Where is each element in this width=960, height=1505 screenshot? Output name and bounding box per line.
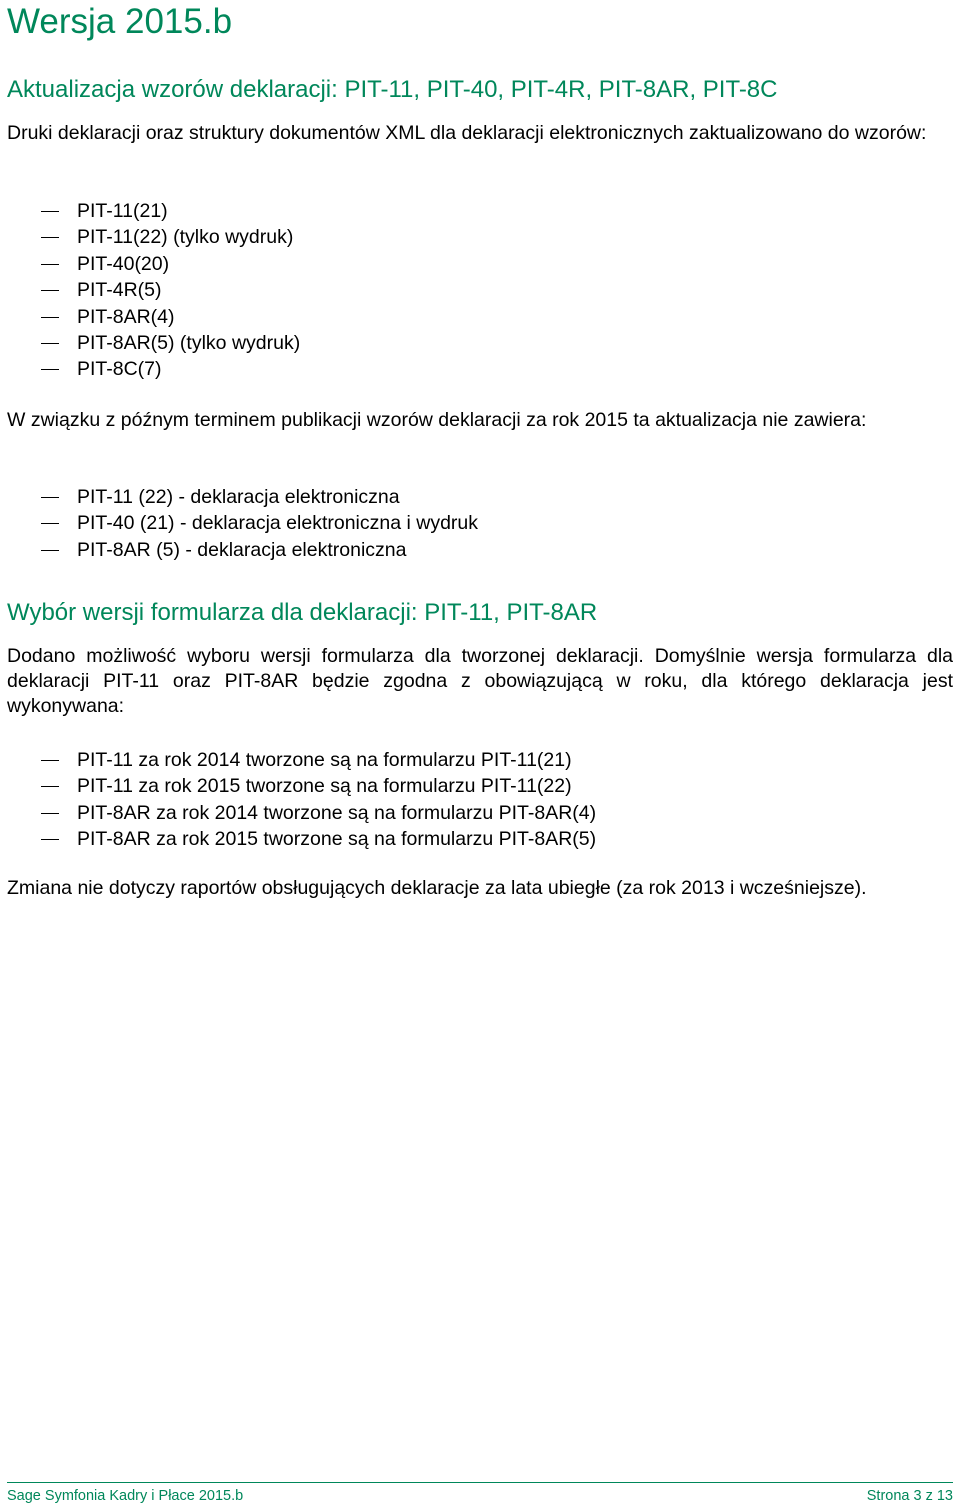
dash-bullet-icon <box>41 813 59 814</box>
section-intro-update: Druki deklaracji oraz struktury dokumentów XML dla deklaracji elektronicznych zaktualizowano do wzorów: <box>7 122 927 144</box>
dash-bullet-icon <box>41 237 59 238</box>
dash-bullet-icon <box>41 839 59 840</box>
section-heading-update: Aktualizacja wzorów deklaracji: PIT-11, PIT-40, PIT-4R, PIT-8AR, PIT-8C <box>7 76 778 103</box>
change-scope-note: Zmiana nie dotyczy raportów obsługujących deklaracje za lata ubiegłe (za rok 2013 i wcześniejsze). <box>7 877 867 899</box>
late-publication-note: W związku z późnym terminem publikacji wzorów deklaracji za rok 2015 ta aktualizacja nie zawiera: <box>7 409 867 431</box>
dash-bullet-icon <box>41 290 59 291</box>
footer-product-name: Sage Symfonia Kadry i Płace 2015.b <box>7 1488 244 1504</box>
page-title: Wersja 2015.b <box>7 2 233 41</box>
footer-page-number: Strona 3 z 13 <box>866 1488 953 1504</box>
dash-bullet-icon <box>41 317 59 318</box>
dash-bullet-icon <box>41 550 59 551</box>
dash-bullet-icon <box>41 343 59 344</box>
dash-bullet-icon <box>41 786 59 787</box>
page-footer <box>7 1482 953 1505</box>
section-heading-version-choice: Wybór wersji formularza dla deklaracji: PIT-11, PIT-8AR <box>7 599 598 626</box>
dash-bullet-icon <box>41 760 59 761</box>
dash-bullet-icon <box>41 369 59 370</box>
dash-bullet-icon <box>41 523 59 524</box>
dash-bullet-icon <box>41 264 59 265</box>
dash-bullet-icon <box>41 211 59 212</box>
dash-bullet-icon <box>41 497 59 498</box>
section-intro-version-choice: Dodano możliwość wyboru wersji formularza dla tworzonej deklaracji. Domyślnie wersja formularza dla deklaracji PIT-11 oraz PIT-8AR będzie zgodna z obowiązującą w roku, dla którego deklaracja jest wykonywana: <box>7 645 953 717</box>
